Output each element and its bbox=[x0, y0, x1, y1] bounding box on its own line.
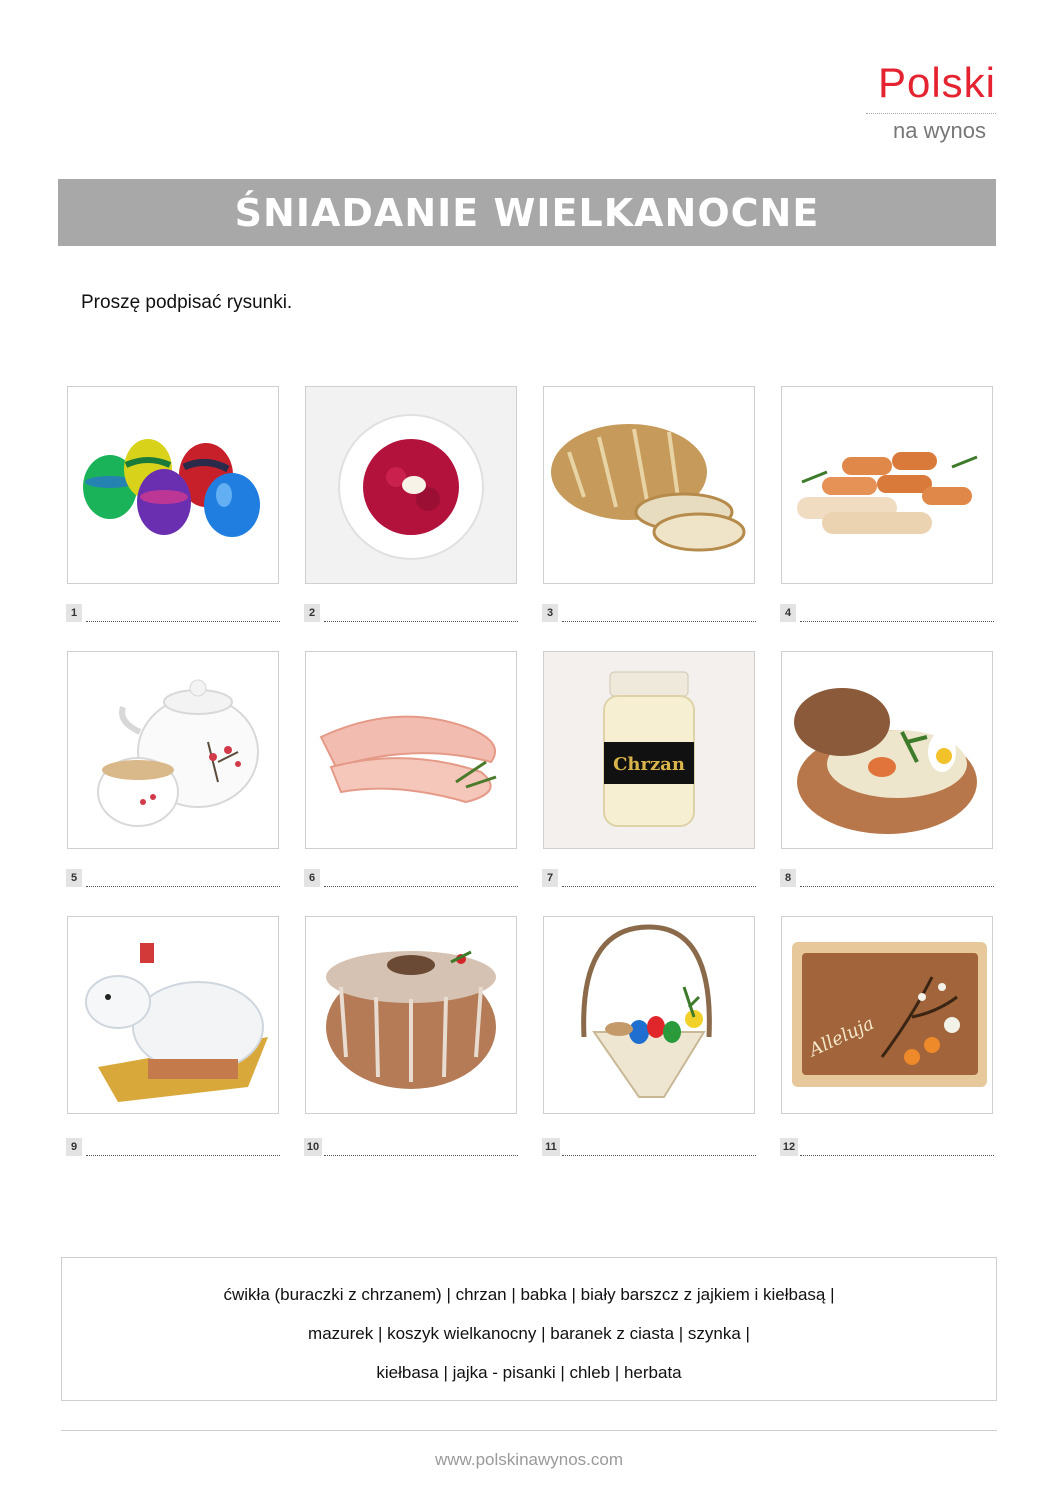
footer-url[interactable]: www.polskinawynos.com bbox=[434, 1450, 623, 1469]
answer-line[interactable] bbox=[800, 1155, 994, 1156]
word-bank-line-2: mazurek | koszyk wielkanocny | baranek z ciasta | szynka | bbox=[308, 1324, 750, 1343]
answer-line[interactable] bbox=[324, 886, 518, 887]
answer-line[interactable] bbox=[86, 621, 280, 622]
jar-label-text: Chrzan bbox=[613, 754, 685, 775]
easter-basket-icon bbox=[544, 917, 754, 1113]
item-number: 1 bbox=[66, 604, 82, 622]
word-bank-line-3: kiełbasa | jajka - pisanki | chleb | herbata bbox=[376, 1363, 682, 1382]
word-bank bbox=[61, 1257, 997, 1401]
answer-row-8 bbox=[780, 869, 994, 889]
picture-card-7 bbox=[543, 651, 755, 849]
answer-row-12 bbox=[780, 1138, 994, 1158]
footer-divider bbox=[61, 1430, 997, 1431]
answer-line[interactable] bbox=[86, 886, 280, 887]
logo-divider bbox=[866, 113, 996, 114]
picture-card-10 bbox=[305, 916, 517, 1114]
item-number: 6 bbox=[304, 869, 320, 887]
answer-line[interactable] bbox=[562, 621, 756, 622]
answer-line[interactable] bbox=[324, 621, 518, 622]
instruction-text: Proszę podpisać rysunki. bbox=[81, 292, 293, 313]
item-number: 3 bbox=[542, 604, 558, 622]
teapot-icon bbox=[68, 652, 278, 848]
answer-line[interactable] bbox=[86, 1155, 280, 1156]
bread-loaf-icon bbox=[544, 387, 754, 583]
picture-card-6 bbox=[305, 651, 517, 849]
item-number: 8 bbox=[780, 869, 796, 887]
answer-line[interactable] bbox=[562, 886, 756, 887]
logo-tagline: na wynos bbox=[893, 118, 986, 143]
item-number: 11 bbox=[542, 1138, 560, 1156]
answer-row-1 bbox=[66, 604, 280, 624]
picture-card-12 bbox=[781, 916, 993, 1114]
beet-salad-bowl-icon bbox=[306, 387, 516, 583]
picture-card-4 bbox=[781, 386, 993, 584]
answer-row-11 bbox=[542, 1138, 756, 1158]
picture-card-11 bbox=[543, 916, 755, 1114]
page-title: ŚNIADANIE WIELKANOCNE bbox=[234, 190, 820, 235]
picture-card-2 bbox=[305, 386, 517, 584]
answer-line[interactable] bbox=[324, 1155, 518, 1156]
answer-row-5 bbox=[66, 869, 280, 889]
ham-slices-icon bbox=[306, 652, 516, 848]
picture-card-3 bbox=[543, 386, 755, 584]
soup-in-bread-icon bbox=[782, 652, 992, 848]
logo-wordmark: Polski bbox=[877, 59, 996, 106]
item-number: 2 bbox=[304, 604, 320, 622]
answer-line[interactable] bbox=[800, 886, 994, 887]
item-number: 4 bbox=[780, 604, 796, 622]
sausages-icon bbox=[782, 387, 992, 583]
answer-row-9 bbox=[66, 1138, 280, 1158]
painted-eggs-icon bbox=[68, 387, 278, 583]
answer-row-6 bbox=[304, 869, 518, 889]
brand-logo bbox=[866, 58, 996, 148]
title-banner bbox=[58, 179, 996, 246]
answer-line[interactable] bbox=[800, 621, 994, 622]
picture-card-5 bbox=[67, 651, 279, 849]
item-number: 5 bbox=[66, 869, 82, 887]
answer-row-10 bbox=[304, 1138, 518, 1158]
cake-inscription: Alleluja bbox=[806, 1012, 878, 1062]
cake-lamb-icon bbox=[68, 917, 278, 1113]
answer-row-2 bbox=[304, 604, 518, 624]
item-number: 7 bbox=[542, 869, 558, 887]
picture-card-1 bbox=[67, 386, 279, 584]
horseradish-jar-icon bbox=[544, 652, 754, 848]
answer-row-7 bbox=[542, 869, 756, 889]
answer-row-3 bbox=[542, 604, 756, 624]
item-number: 9 bbox=[66, 1138, 82, 1156]
answer-row-4 bbox=[780, 604, 994, 624]
picture-card-8 bbox=[781, 651, 993, 849]
bundt-cake-icon bbox=[306, 917, 516, 1113]
word-bank-line-1: ćwikła (buraczki z chrzanem) | chrzan | babka | biały barszcz z jajkiem i kiełbasą | bbox=[223, 1285, 835, 1304]
mazurek-cake-icon bbox=[782, 917, 992, 1113]
picture-card-9 bbox=[67, 916, 279, 1114]
answer-line[interactable] bbox=[562, 1155, 756, 1156]
item-number: 12 bbox=[780, 1138, 798, 1156]
item-number: 10 bbox=[304, 1138, 322, 1156]
